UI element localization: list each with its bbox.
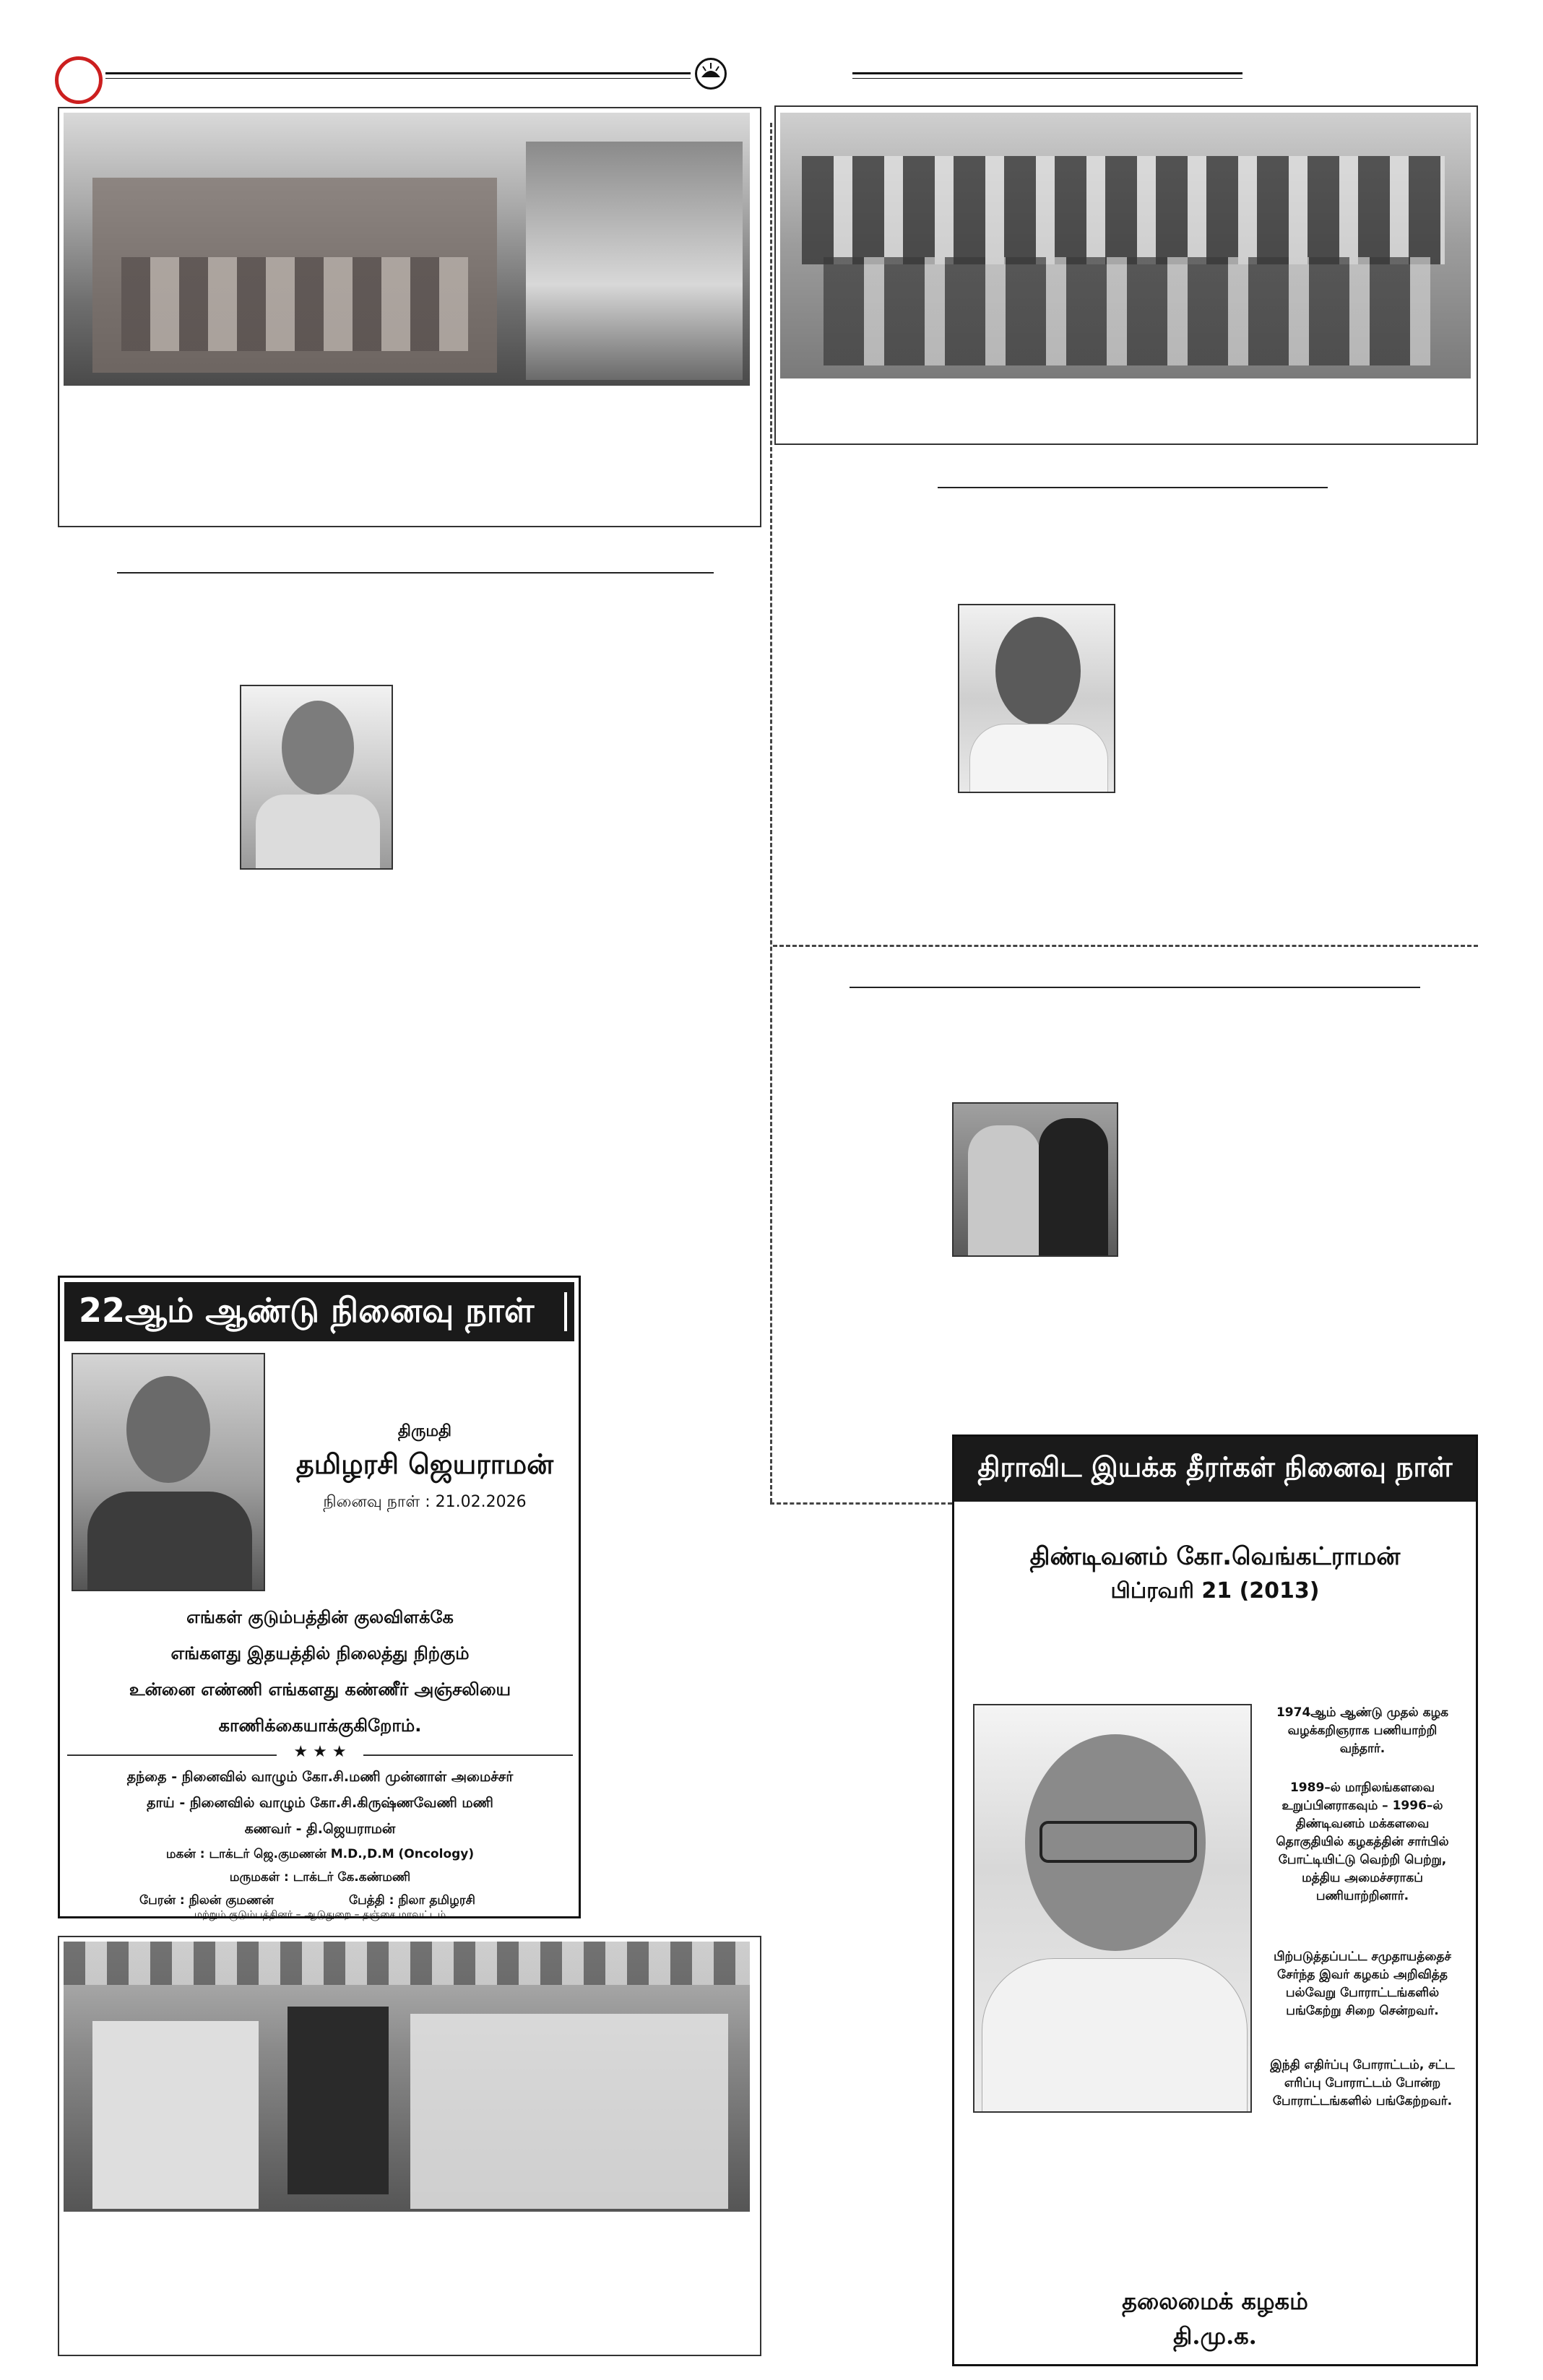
tribute-line-2: எங்களது இதயத்தில் நிலைத்து நிற்கும் <box>170 1643 470 1663</box>
family-mother: தாய் - நினைவில் வாழும் கோ.சி.கிருஷ்ணவேணி மணி <box>147 1795 493 1811</box>
dravidian-bio-1: 1974ஆம் ஆண்டு முதல் கழக வழக்கறிஞராக பணியாற்றி வந்தார். <box>1276 1705 1449 1756</box>
masthead-rule-right <box>852 72 1242 74</box>
anniversary-stars: ★ ★ ★ <box>277 1743 363 1761</box>
anniversary-notice <box>58 1276 581 1921</box>
tribute-line-3: உன்னை எண்ணி எங்களது கண்ணீர் அஞ்சலியை <box>129 1679 511 1700</box>
family-footer: மற்றும் குடும்பத்தினர் – ஆடுதுறை – தஞ்சை மாவட்டம் <box>194 1909 446 1921</box>
section-rule-right-1 <box>938 487 1328 488</box>
dravidian-notice-header <box>954 1437 1476 1502</box>
section-separator-right <box>773 945 1478 947</box>
family-granddaughter: பேத்தி : நிலா தமிழரசி <box>349 1893 475 1908</box>
portrait-man-smiling <box>958 604 1115 793</box>
column-separator-foot <box>770 1502 952 1505</box>
family-grandson: பேரன் : நிலன் குமணன் <box>139 1893 275 1908</box>
photo-building-ribbon-cutting <box>64 113 750 386</box>
anniversary-honorific: திருமதி <box>397 1422 452 1440</box>
masthead-rule-left <box>105 72 691 74</box>
section-rule-right-2 <box>850 987 1420 988</box>
anniversary-notice-header <box>64 1282 574 1341</box>
photo-plaque-unveiling <box>64 1942 750 2212</box>
story-box-group-award <box>774 105 1478 445</box>
photo-group-certificates <box>780 113 1471 378</box>
tribute-line-1: எங்கள் குடும்பத்தின் குலவிளக்கே <box>186 1607 454 1627</box>
photo-couple <box>952 1102 1118 1257</box>
dravidian-notice-title: திராவிட இயக்க தீரர்கள் நினைவு நாள் <box>977 1451 1453 1483</box>
dravidian-signature-2: தி.மு.க. <box>1173 2322 1257 2350</box>
tribute-line-4: காணிக்கையாக்குகிறோம். <box>218 1715 422 1736</box>
dravidian-bio-3: பிற்படுத்தப்பட்ட சமுதாயத்தைச் சேர்ந்த இவர் கழகம் அறிவித்த பல்வேறு போராட்டங்களில் பங்கேற்று சிறை சென்றவர். <box>1274 1950 1451 2018</box>
story-box-building-event <box>58 107 761 527</box>
dravidian-date: பிப்ரவரி 21 (2013) <box>1110 1578 1320 1604</box>
anniversary-notice-title: 22ஆம் ஆண்டு நினைவு நாள் <box>79 1291 535 1330</box>
family-husband: கணவர் - தி.ஜெயராமன் <box>244 1821 396 1837</box>
section-rule-left <box>117 572 714 574</box>
portrait-man-spectacles <box>240 685 393 870</box>
family-son: மகன் : டாக்டர் ஜெ.குமணன் M.D.,D.M (Oncology) <box>165 1847 475 1861</box>
portrait-elderly-man <box>973 1704 1252 2113</box>
masthead-rule-left-thin <box>105 78 691 79</box>
family-daughter-in-law: மருமகள் : டாக்டர் கே.கண்மணி <box>229 1870 411 1884</box>
portrait-woman <box>72 1353 265 1591</box>
anniversary-name: தமிழரசி ஜெயராமன் <box>295 1448 554 1480</box>
dravidian-bio-4: இந்தி எதிர்ப்பு போராட்டம், சட்ட எரிப்பு போராட்டம் போன்ற போராட்டங்களில் பங்கேற்றவர். <box>1270 2058 1455 2108</box>
rising-sun-emblem-icon <box>695 58 727 90</box>
column-separator <box>770 123 772 1502</box>
dravidian-bio-2: 1989–ல் மாநிலங்களவை உறுப்பினராகவும் – 1996–ல் திண்டிவனம் மக்களவை தொகுதியில் கழகத்தின் சார்பில் போட்டியிட்டு வெற்றி பெற்று, மத்திய அமைச்சராகப் பணியாற்றினார். <box>1276 1780 1449 1903</box>
story-box-plaque-event <box>58 1936 761 2356</box>
family-father: தந்தை - நினைவில் வாழும் கோ.சி.மணி முன்னாள் அமைச்சர் <box>126 1769 514 1785</box>
dravidian-signature-1: தலைமைக் கழகம் <box>1122 2288 1308 2315</box>
dravidian-name: திண்டிவனம் கோ.வெங்கட்ராமன் <box>1029 1542 1401 1571</box>
anniversary-date: நினைவு நாள் : 21.02.2026 <box>323 1493 527 1511</box>
dravidian-notice <box>952 1435 1478 2366</box>
masthead-logo <box>55 56 103 104</box>
masthead-rule-right-thin <box>852 78 1242 79</box>
